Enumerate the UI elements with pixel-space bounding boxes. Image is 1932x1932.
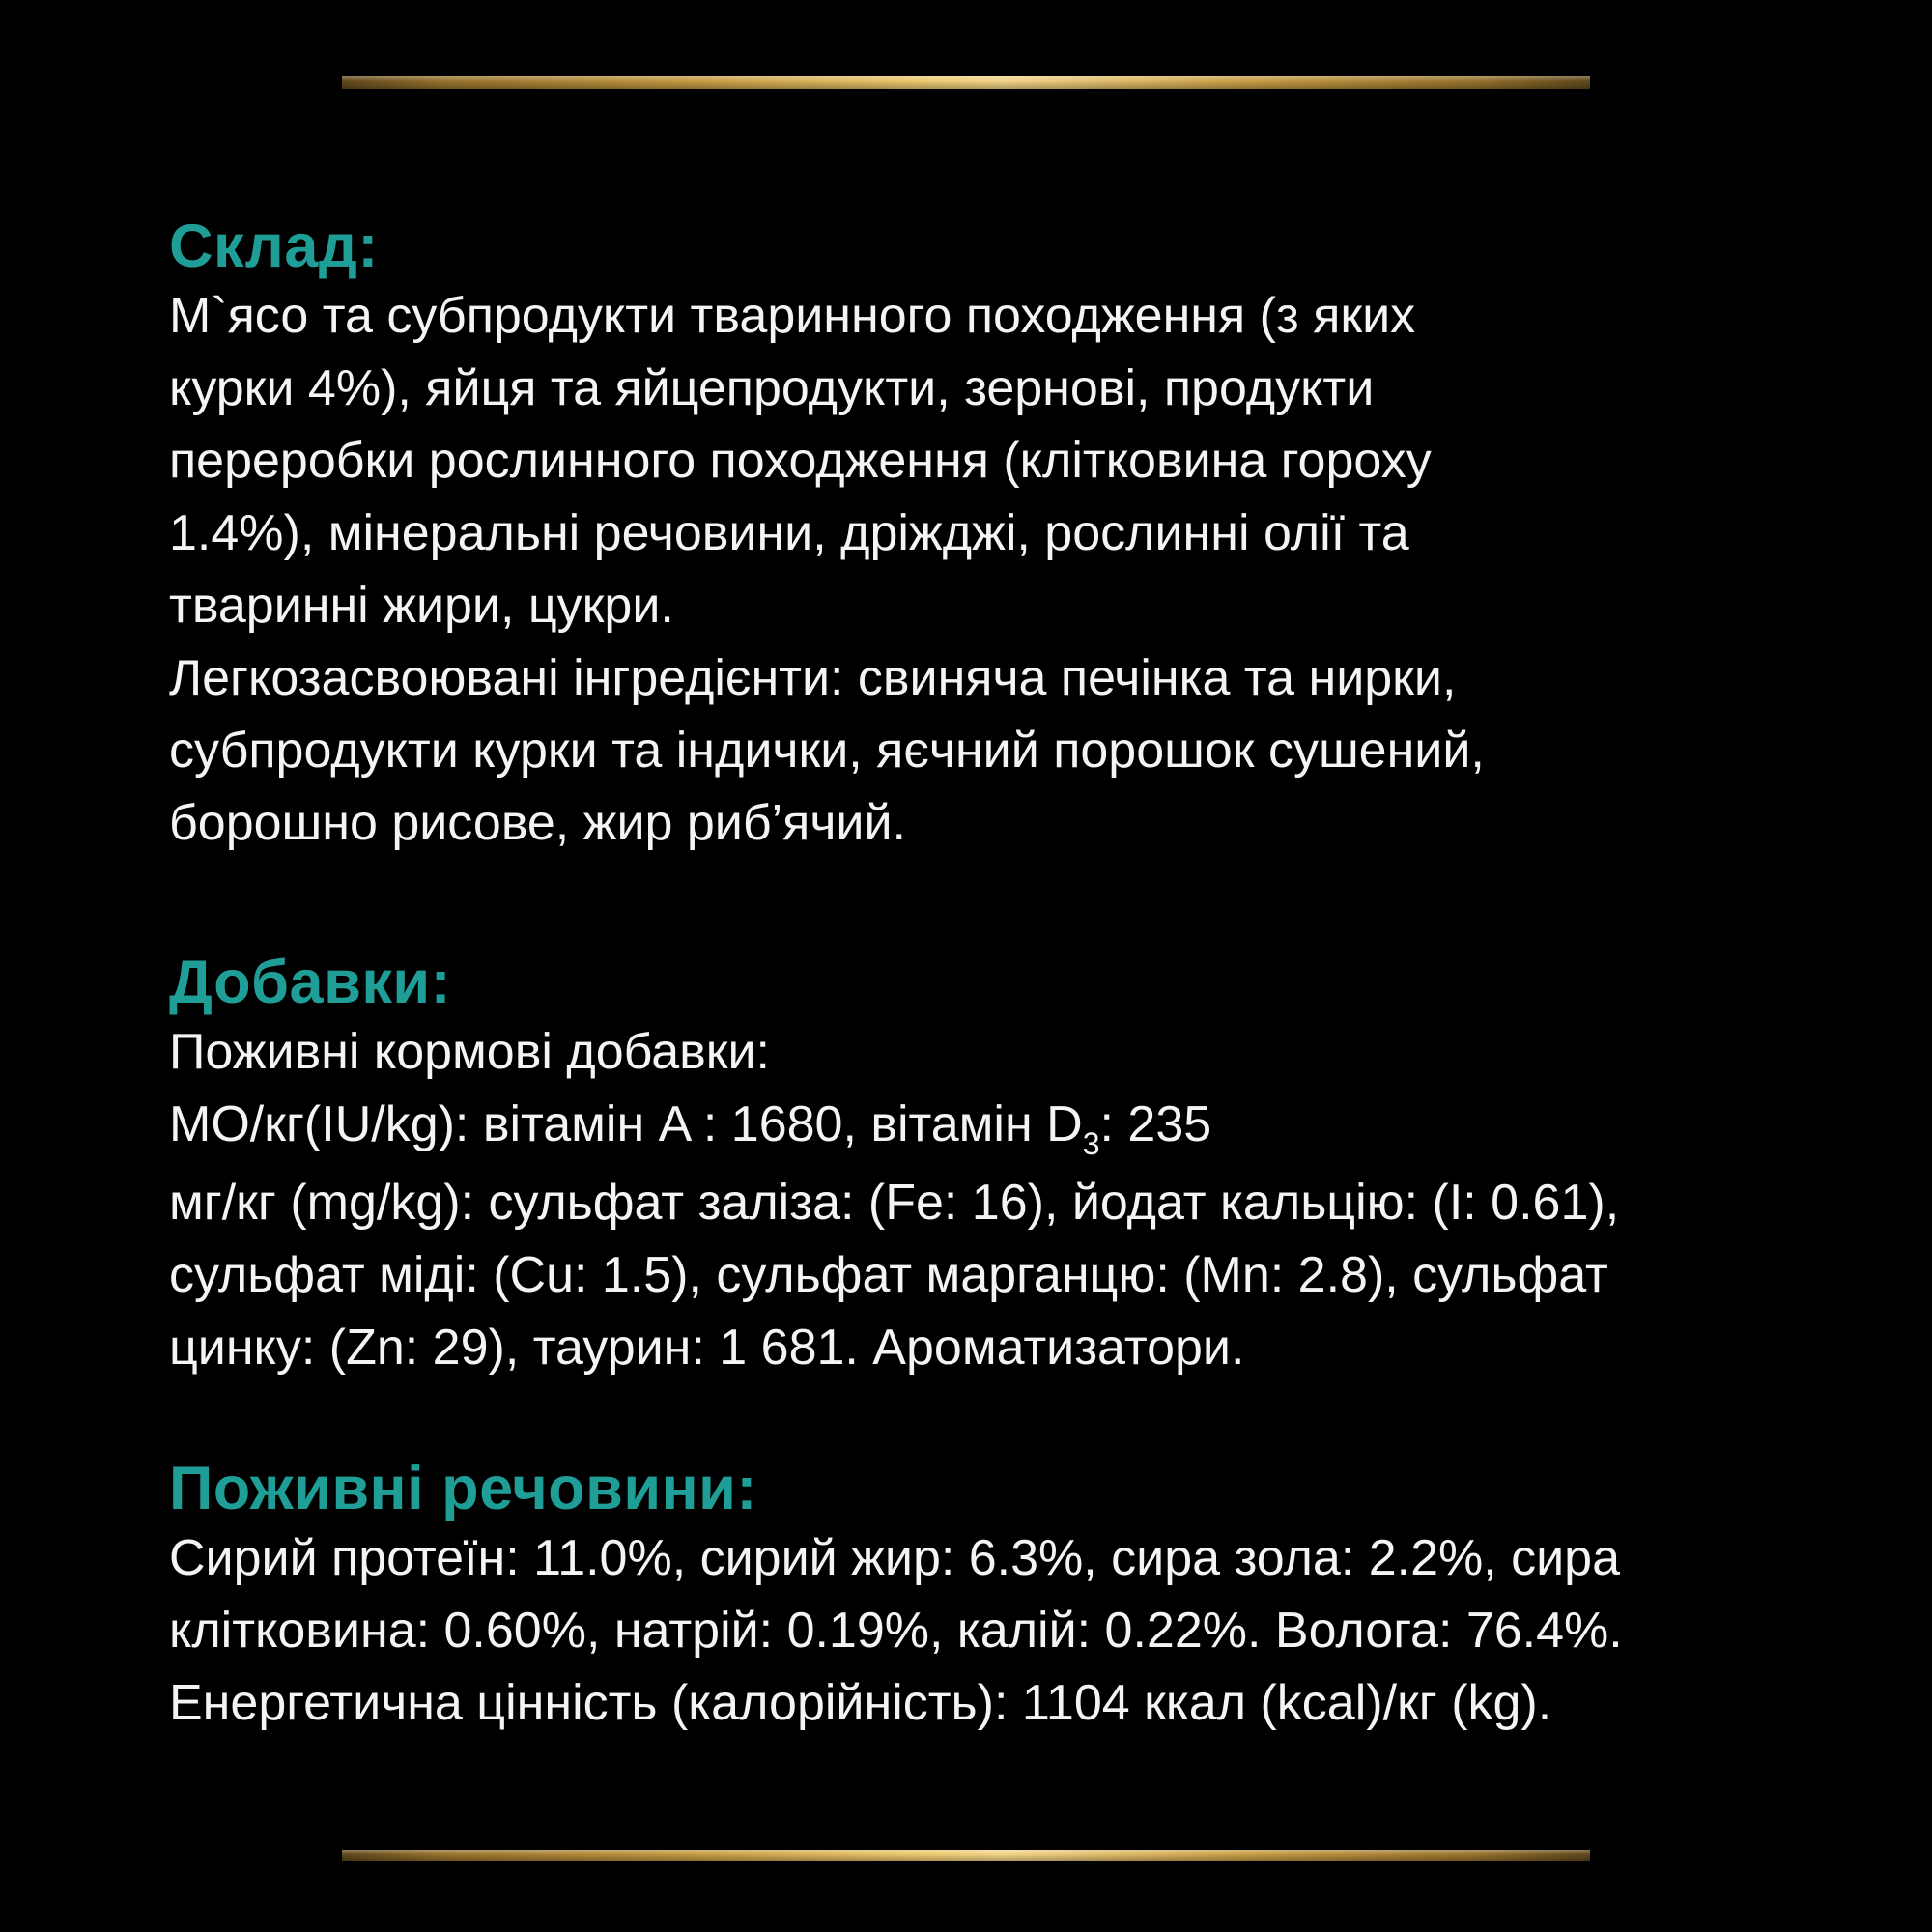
additives-section	[169, 949, 1874, 1384]
nutrients-body	[169, 1522, 1874, 1740]
nutrients-line: Сирий протеїн: 11.0%, сирий жир: 6.3%, сира зола: 2.2%, сира	[169, 1530, 1621, 1586]
composition-body	[169, 280, 1874, 860]
composition-line: Легкозасвоювані інгредієнти: свиняча печінка та нирки,	[169, 650, 1457, 706]
composition-heading: Склад:	[169, 213, 379, 280]
minerals-line: мг/кг (mg/kg): сульфат заліза: (Fe: 16), йодат кальцію: (I: 0.61),	[169, 1175, 1620, 1231]
composition-line: борошно рисове, жир риб’ячий.	[169, 795, 906, 851]
nutrients-line: клітковина: 0.60%, натрій: 0.19%, калій: 0.22%. Волога: 76.4%.	[169, 1603, 1623, 1659]
composition-line: субпродукти курки та індички, яєчний порошок сушений,	[169, 723, 1485, 779]
top-divider	[342, 76, 1590, 89]
vitamins-line-pre: МО/кг(IU/kg): вітамін A : 1680, вітамін D	[169, 1096, 1083, 1152]
nutrients-section	[169, 1455, 1874, 1740]
composition-line: М`ясо та субпродукти тваринного походження (з яких	[169, 288, 1416, 344]
composition-section	[169, 213, 1874, 860]
additives-heading: Добавки:	[169, 949, 452, 1016]
vitamin-d3-subscript: 3	[1082, 1126, 1100, 1161]
composition-line: тваринні жири, цукри.	[169, 578, 674, 634]
composition-line: 1.4%), мінеральні речовини, дріжджі, рослинні олії та	[169, 505, 1409, 561]
nutrients-line: Енергетична цінність (калорійність): 1104 ккал (kcal)/кг (kg).	[169, 1675, 1552, 1731]
composition-line: курки 4%), яйця та яйцепродукти, зернові, продукти	[169, 360, 1375, 416]
minerals-line: цинку: (Zn: 29), таурин: 1 681. Ароматизатори.	[169, 1320, 1245, 1376]
composition-line: переробки рослинного походження (клітковина гороху	[169, 433, 1432, 489]
additives-body	[169, 1016, 1874, 1384]
vitamins-line	[169, 1089, 1874, 1167]
vitamins-line-post: : 235	[1099, 1096, 1212, 1152]
bottom-divider	[342, 1850, 1590, 1861]
additives-intro-line: Поживні кормові добавки:	[169, 1024, 770, 1080]
nutrients-heading: Поживні речовини:	[169, 1455, 757, 1522]
minerals-line: сульфат міді: (Cu: 1.5), сульфат марганцю: (Mn: 2.8), сульфат	[169, 1247, 1608, 1303]
